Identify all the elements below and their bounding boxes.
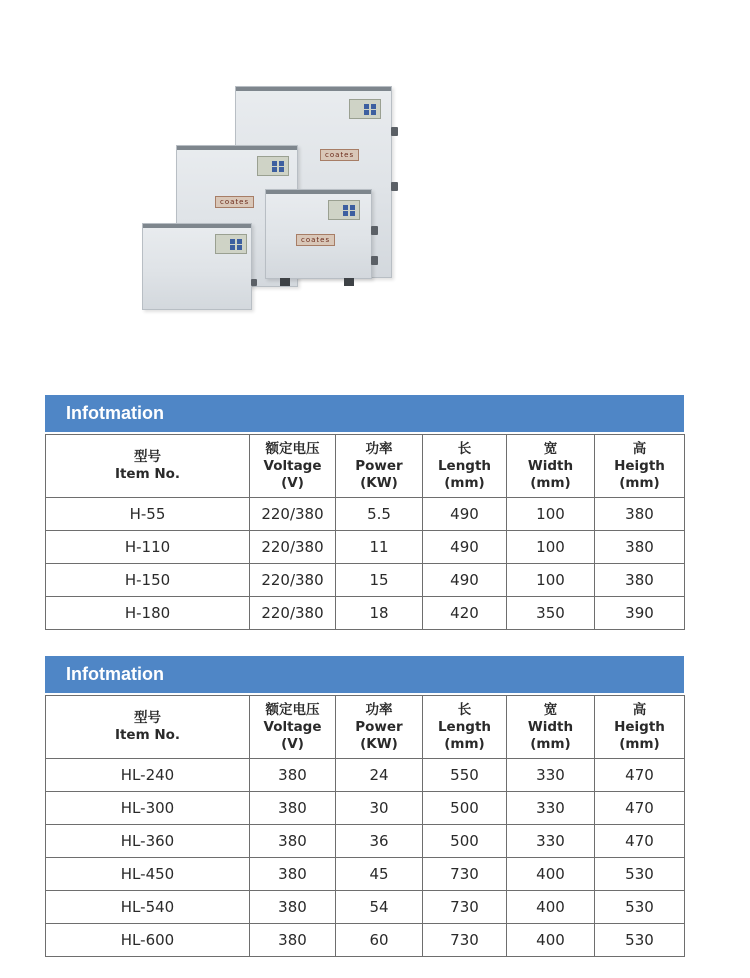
heater-unit-small xyxy=(142,223,252,310)
cell-power: 24 xyxy=(336,759,423,792)
cell-height: 380 xyxy=(595,564,685,597)
header-power: 功率 Power (KW) xyxy=(336,435,423,498)
cell-width: 100 xyxy=(507,531,595,564)
table-row xyxy=(46,792,685,825)
cell-item-no: H-180 xyxy=(46,597,250,630)
table-row xyxy=(46,564,685,597)
brand-label: coates xyxy=(320,149,359,161)
cell-voltage: 380 xyxy=(250,825,336,858)
cell-height: 470 xyxy=(595,825,685,858)
cell-length: 730 xyxy=(423,858,507,891)
cell-voltage: 220/380 xyxy=(250,531,336,564)
cell-length: 490 xyxy=(423,531,507,564)
header-height: 高 Heigth (mm) xyxy=(595,696,685,759)
header-width: 宽 Width (mm) xyxy=(507,696,595,759)
cell-height: 390 xyxy=(595,597,685,630)
table-header-row xyxy=(46,435,685,498)
cell-power: 60 xyxy=(336,924,423,957)
cell-item-no: HL-240 xyxy=(46,759,250,792)
cell-voltage: 380 xyxy=(250,924,336,957)
table-row xyxy=(46,858,685,891)
cell-width: 400 xyxy=(507,858,595,891)
cell-voltage: 380 xyxy=(250,891,336,924)
table-row xyxy=(46,891,685,924)
info-header: Infotmation xyxy=(45,395,684,432)
cell-height: 530 xyxy=(595,858,685,891)
table-row xyxy=(46,597,685,630)
header-length: 长 Length (mm) xyxy=(423,435,507,498)
product-photo xyxy=(140,82,410,312)
cell-item-no: H-55 xyxy=(46,498,250,531)
header-height: 高 Heigth (mm) xyxy=(595,435,685,498)
cell-voltage: 380 xyxy=(250,792,336,825)
cell-width: 100 xyxy=(507,564,595,597)
header-voltage: 额定电压 Voltage (V) xyxy=(250,435,336,498)
cell-voltage: 380 xyxy=(250,759,336,792)
cell-width: 100 xyxy=(507,498,595,531)
cell-length: 730 xyxy=(423,891,507,924)
spec-table xyxy=(45,695,685,957)
cell-item-no: HL-450 xyxy=(46,858,250,891)
table-header-row xyxy=(46,696,685,759)
cell-length: 550 xyxy=(423,759,507,792)
cell-item-no: HL-540 xyxy=(46,891,250,924)
cell-length: 420 xyxy=(423,597,507,630)
header-item-no: 型号 Item No. xyxy=(46,435,250,498)
cell-width: 330 xyxy=(507,792,595,825)
cell-length: 490 xyxy=(423,498,507,531)
table-row xyxy=(46,825,685,858)
cell-power: 15 xyxy=(336,564,423,597)
cell-item-no: H-150 xyxy=(46,564,250,597)
cell-power: 45 xyxy=(336,858,423,891)
brand-label: coates xyxy=(296,234,335,246)
info-header: Infotmation xyxy=(45,656,684,693)
header-power: 功率 Power (KW) xyxy=(336,696,423,759)
cell-power: 30 xyxy=(336,792,423,825)
cell-length: 500 xyxy=(423,825,507,858)
cell-length: 730 xyxy=(423,924,507,957)
cell-item-no: HL-360 xyxy=(46,825,250,858)
cell-voltage: 380 xyxy=(250,858,336,891)
cell-width: 400 xyxy=(507,891,595,924)
info-table-2 xyxy=(45,656,684,957)
brand-label: coates xyxy=(215,196,254,208)
cell-length: 500 xyxy=(423,792,507,825)
cell-length: 490 xyxy=(423,564,507,597)
info-table-1 xyxy=(45,395,684,630)
cell-height: 470 xyxy=(595,792,685,825)
cell-height: 380 xyxy=(595,498,685,531)
cell-width: 330 xyxy=(507,825,595,858)
header-length: 长 Length (mm) xyxy=(423,696,507,759)
cell-voltage: 220/380 xyxy=(250,597,336,630)
cell-item-no: HL-300 xyxy=(46,792,250,825)
header-voltage: 额定电压 Voltage (V) xyxy=(250,696,336,759)
cell-height: 470 xyxy=(595,759,685,792)
cell-width: 350 xyxy=(507,597,595,630)
cell-height: 530 xyxy=(595,924,685,957)
cell-power: 5.5 xyxy=(336,498,423,531)
cell-height: 530 xyxy=(595,891,685,924)
cell-width: 400 xyxy=(507,924,595,957)
cell-item-no: H-110 xyxy=(46,531,250,564)
cell-height: 380 xyxy=(595,531,685,564)
table-row xyxy=(46,498,685,531)
table-row xyxy=(46,531,685,564)
header-item-no: 型号 Item No. xyxy=(46,696,250,759)
table-row xyxy=(46,759,685,792)
cell-power: 11 xyxy=(336,531,423,564)
header-width: 宽 Width (mm) xyxy=(507,435,595,498)
cell-power: 54 xyxy=(336,891,423,924)
table-row xyxy=(46,924,685,957)
heater-unit-medium-right xyxy=(265,189,372,279)
cell-width: 330 xyxy=(507,759,595,792)
cell-item-no: HL-600 xyxy=(46,924,250,957)
spec-table xyxy=(45,434,685,630)
cell-power: 36 xyxy=(336,825,423,858)
cell-voltage: 220/380 xyxy=(250,564,336,597)
cell-voltage: 220/380 xyxy=(250,498,336,531)
cell-power: 18 xyxy=(336,597,423,630)
